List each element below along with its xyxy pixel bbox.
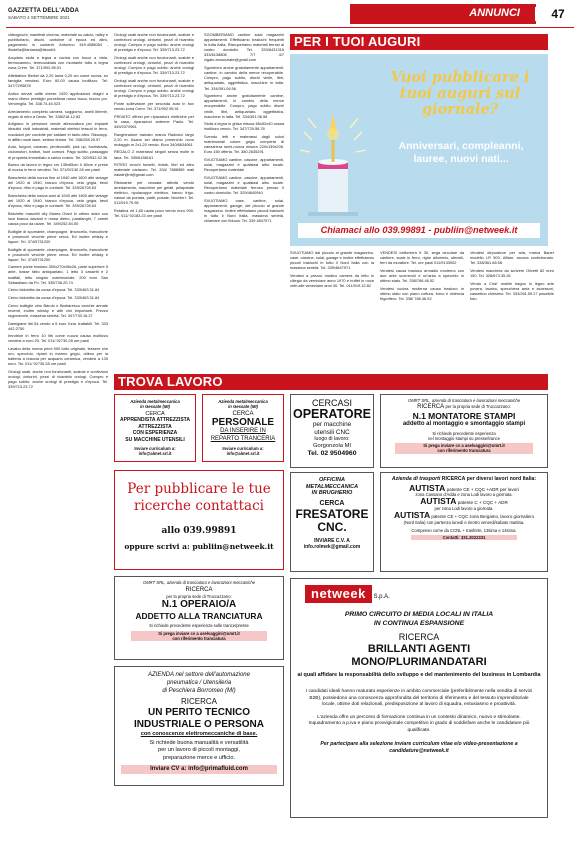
classifieds-column-5: [380, 250, 464, 370]
ad-email: Per partecipare alla selezione inviare curriculum vitae e/o video-presentazione a candidature@netweek.it: [320, 740, 518, 754]
classified-ad: Orologi usati anche non funzionanti, scatole e confezioni orologi, cinturini, pezzi di ricambio orologi. Compro e pago subito: anche orologi di prestigio e d'epoca. Tel. 339/713.23.72: [114, 32, 194, 53]
ad-line: ai quali affidare la responsabilità dello sviluppo e del mantenimento del business in Lombardia: [297, 672, 541, 678]
masthead: [8, 8, 79, 20]
classified-ad: Vendesi causa trasloco armadio moderno con due ante scorrevoli e un'anta a specchio in ottimo stato. Tel. 338/766.46.52: [380, 267, 464, 284]
netweek-brand: [305, 585, 547, 603]
ad-line: UN PERITO TECNICO: [147, 707, 251, 719]
ad-line: per macchine: [312, 421, 352, 428]
classifieds-column-6: [470, 250, 554, 370]
ad-line: AUTISTA: [393, 510, 431, 521]
job-ad-attrezzista: [114, 394, 196, 462]
ad-line: per la propria sede di Truccazzano:: [445, 404, 511, 410]
classified-ad: SVUOTIAMO cantine, cascine, appartamenti, solai, magazzini e qualsiasi altro locale. Recuperiamo materiale: [204, 157, 284, 173]
classified-ad: SGOMBERIAMO cantine solai magazzini appartamenti. Effettuiamo traslochi frequenti in tutta Italia. Riscuperiamo materiali ferrosi al vostro domicilio Tel. 333/6431316 333/6138806 7/7 4/7 vigato.annunziate@gmail.com: [204, 32, 284, 63]
classified-ad: Camere ponte fossimo 300x270x58x26, parte superiore 5 ante, basse fatto antiquariato, 1 letto 3 cassetti e 2 scaffali, letto singolo matrimoniale, 200 euro San Sebastiano da Po. Tel. 335/736.20.74: [8, 264, 108, 285]
classified-ad: Vendesi a prezzo modico camera da letto in ciliegio da verniciare anno 1970 e buffet in noce vetri alle veneziane anni 30. Tel. 011/919.12.82: [290, 272, 374, 289]
ad-line: [381, 476, 547, 483]
ad-line: AUTISTA: [409, 482, 446, 493]
ad-line: per la propria sede di Truccazzano:: [166, 594, 232, 600]
job-ad-netweek-agenti: [290, 578, 548, 818]
ad-email: info@almet.srl.it: [226, 451, 260, 457]
ad-paragraph: L'azienda offre un percorso di formazione continua in un contesto dinamico, nuovo e stimolante. Inquadramento a p.iva e piano provvigionale competitivo in grado di soddisfare anche le candidature più qualificate.: [308, 714, 530, 733]
ad-line: RICERCA: [398, 632, 440, 642]
classifieds-column-1: [8, 32, 108, 832]
section-title-lavoro: TROVA LAVORO: [114, 374, 548, 390]
ad-line: CERCASI: [311, 398, 352, 408]
promo-contact: Chiamaci allo 039.99891 - publiin@netweek.it: [298, 223, 540, 238]
ad-line: Azienda metalmeccanica: [130, 399, 180, 404]
classifieds-column-4: [290, 250, 374, 370]
ad-line: luogo di lavoro:: [314, 436, 350, 443]
ad-line: Azienda di trasporti: [391, 476, 441, 482]
classified-ad: Orologi usati anche non funzionanti, scatole e confezioni orologi, cinturini, pezzi di ricambio orologi. Compro e pago subito: anche orologi di prestigio e d'epoca. Tel. 339/713.23.72: [114, 54, 194, 76]
classified-ad: Cerco bicicletta da corsa d'epoca. Tel. 333/463.31.84: [8, 295, 100, 301]
ad-line: SU MACCHINE UTENSILI: [125, 436, 185, 443]
classified-ad: SVUOTIAMO dal piccolo al grande magazzino, case, cascine, solai, garage e inoltre effettuiamo piccoli traslochi in tutto il Nord Italia con la massima serietà. Tel. 339/4847971: [290, 250, 374, 271]
classified-ad: Affettatrice Berkel da 2,20 lama 0,20 cm come nuova, ex famiglia vendesi. Euro 60,00 causa inutilizzo. Tel. 347/7295878: [8, 72, 108, 89]
classified-ad: Stufa a legna in ghisa misura 65x52x40 causa inutilizzo vendo. Tel. 347/729.58.78: [204, 121, 284, 132]
ad-line: ricerche contattaci: [134, 498, 264, 514]
ad-line: con riferimento tranciatura: [131, 636, 267, 641]
classified-ad: Ristorante per cessata attività vendo arredamento, macchine per gelati, pelapatate elettrico, ripulacoppe elettrico, banco frigo, vassoi da portata, piatti, posate, bicchieri. Tel. 011/919.79.98: [114, 180, 194, 206]
ad-line: in Gessate (MI): [140, 404, 170, 410]
classified-ad: REGALO 2 materassi singoli senza molle in lana. Tel. 339/6158161: [114, 149, 194, 160]
ad-line: nel montaggio stampi su presse/trance: [428, 435, 500, 441]
ad-line: FRESATORE: [295, 506, 369, 521]
driver-role-2: [381, 496, 547, 507]
ad-email: info@almet.srl.it: [138, 451, 172, 457]
ad-line: RICERCA: [417, 404, 444, 411]
ad-line: (Nord Italia) con partenza lunedi e rientro venerdi/sabato mattina.: [403, 519, 525, 525]
classifieds-column-3: [204, 32, 284, 372]
classified-ad: Bottiglie di spumante, champagne, limoncello, francoforte e prosecchi vecchie piene cerca. Ed inoltre whisky e liquori. Tel. 374/5731200: [8, 246, 108, 262]
ad-email: Inviare CV a: info@primafluid.com: [121, 765, 277, 774]
ad-line: Per pubblicare le tue: [127, 481, 271, 497]
ad-line: ATTREZZISTA: [138, 423, 172, 430]
ad-line: N.1 MONTATORE STAMPI: [412, 411, 516, 422]
classified-ad: Antico servizi caffe cinese 1920 applicazioni draghi a mano rilievo prestigio porcellana rosso lacca, buono prz. Veromiglia. Tel. 338.74.44.023: [8, 90, 108, 106]
classified-ad: videogiochi, manifesti cinema, materiale su calcio, ralley e pubblicitario, dischi, cartoline di epoca ed altro, pagamento in contanti. Antonino 349.4088064 - lfiodella@fantasia@tiscali.it: [8, 32, 108, 53]
classified-ad: Ponte sollevatore per seconda auto in box vendo zona Crem. Tel. 371/992.95.91: [114, 100, 194, 111]
issue-date: SABATO 4 SETTEMBRE 2021: [8, 15, 70, 20]
ad-line: in Gessate (MI): [228, 404, 258, 410]
classified-ad: Orologi usati anche non funzionanti, scatole e confezioni orologi, cinturini, pezzi di ricambio orologi. Compro e pago subito: anche orologi di prestigio e d'epoca. Tel. 339/713.23.72: [114, 77, 194, 99]
classified-ad: Imrotrice in ferro 10 litri come nuova causa inutilizzo vendesi a euro 20. Tel. 011/ 92730.28 ore pasti: [8, 333, 108, 344]
section-title-auguri: PER I TUOI AUGURI: [290, 34, 548, 50]
ad-line: Gorgonzola MI: [312, 442, 352, 449]
ad-line: AUTISTA: [420, 496, 457, 507]
ad-line: Azienda metalmeccanica: [218, 399, 268, 404]
classified-ad: Bottiglie di spumante, champagne, limoncello, francoforte e prosecchi vecchie piene cerca. Ed inoltre whisky e liquori. Tel. 374/5731200: [8, 228, 108, 244]
ad-email: oppure scrivi a: publiin@netweek.it: [124, 542, 274, 551]
ad-line: DA INSERIRE IN: [220, 428, 266, 435]
ad-line: ADDETTO ALLA TRANCIATURA: [135, 611, 263, 622]
classified-ad: Sgombero anche gratuitamente appartamenti, cantine, in cambio della merce recuperabile. Compro, pago subito, dischi vinile, libri, antiquariato, oggettistica, macchine in latta. Tel. 334/391.06.56: [204, 65, 284, 91]
netweek-logo-sub: S.p.A.: [373, 594, 390, 600]
ad-line: OFFICINA: [319, 477, 345, 483]
ad-phone: allo 039.99891: [161, 526, 237, 536]
promo-headline: Vuoi pubblicare i tuoi auguri sul giornale?: [390, 69, 530, 118]
netweek-logo: netweek: [305, 585, 372, 603]
ad-line: BRILLANTI AGENTI: [367, 643, 471, 655]
ad-line: CERCA: [145, 411, 165, 418]
ad-line: N.1 OPERAIO/A: [161, 599, 237, 611]
ad-line: METALMECCANICA: [305, 483, 359, 490]
classified-ad: Biancheria della nonna fine al 1940 altri 1600 altri vintage del 1920 al 1940, bianco d'epoca, vela grigia, beuli d'epoca, ritiro e pago in contanti. Tel. 339/26728.63: [8, 175, 108, 191]
ad-line: Compenso come da CCNL + trasferte, 13sima e 14sima.: [411, 527, 517, 533]
ad-line: IN BRUGHERIO: [311, 490, 353, 497]
job-ad-montatore-stampi: [380, 394, 548, 468]
ad-line: patente C + CQC + ADR: [457, 500, 508, 506]
classified-ad: Vendesi cucina moderna causa trasloco in ottimo stato con piano cottura, forno e videncia frigorifero. Tel. 338/ 766.46.52: [380, 285, 464, 301]
ad-phone: Tel. 02 9504960: [307, 449, 357, 457]
classified-ad: Vendesi depuratore per aria, marca Bauer modello LR 500. Affare, ancora confezionato. Tel. 338/361.66.56: [470, 250, 554, 266]
ad-line: APPRENDISTA ATTREZZISTA: [120, 417, 190, 424]
ad-line: CERCA: [232, 411, 254, 418]
section-name: ANNUNCI: [469, 7, 520, 19]
ad-phone: Contatti: 331.2022331: [411, 535, 517, 540]
ad-line: per zona Lodi lavoro a giornata.: [434, 505, 494, 511]
ad-paragraph: I candidati ideali hanno maturato esperienze in ambito commerciale (preferibilmente nella vendita di servizi B2B), possiedono una conoscenza approfondita del territorio di riferimento e del tessuto imprenditoriale locale, ottime doti relazionali, predisposizione al lavoro di squadra, entusiasmo e proattività.: [305, 689, 533, 708]
classified-ad: Auto, furgoni, caravan, pirotecnofili, pick up, fuoristrada, ciclomotori, trattori, fuori comuni. Pago subito, passaggio di proprietà immediato a carico nostro. Tel. 320/532.42.36: [8, 144, 108, 160]
ad-line: per un lavoro di piccoli montaggi,: [158, 747, 240, 754]
ad-line: INDUSTRIALE O PERSONA: [133, 719, 264, 731]
classified-ad: Acquisto stufa a legna a cucina con fuoco a vista, termocamino, termocaldaia con montante tutto a legna zona Crem. Tel. 371/592.95.91: [8, 54, 108, 71]
ad-line: [381, 404, 547, 411]
ad-line: Si richiede buona manualità e versatilità: [149, 739, 249, 746]
classified-ad: Rotativa mt 1,65 usata poco vendo euro 900. Tel. 011/ 92183.23 ore pasti: [114, 208, 194, 219]
publication-name: GAZZETTA DELL'ADDA: [8, 8, 80, 14]
classified-ad: Banco da lavoro in legno cm 135x65cm h 80cm e prese di morsa in ferro vendesi. Tel. 371/92130 28 ore pasti: [8, 162, 108, 173]
ad-line: OMRT SRL, azienda di tranciatura e lavorazioni meccaniche: [142, 580, 256, 585]
ad-line: AZIENDA nel settore dell'automazione: [148, 672, 250, 678]
ad-line: CERCA: [319, 499, 345, 507]
ad-line: Inviare curriculum a:: [134, 446, 176, 452]
ad-line: zona Cassano d'Adda e zona Lodi lavoro a giornata.: [415, 492, 513, 498]
classified-ad: PRIVATO offresi per riparazioni elettriche per la casa, riparazioni antenne Paolo. Tel. 349/2370961: [114, 113, 194, 129]
job-ad-autisti: [380, 472, 548, 572]
ad-line: CON ESPERIENZA: [132, 430, 178, 437]
classified-ad: Ranghinatore trainato marca Radovici largo 2,20 m. Asano sei diamo prmerchio nono molaggio m 2x1,20 vendo. Euro 340/6634061: [114, 131, 194, 147]
classified-ad: Damigiane litri 54 vendo a 5 euro l'una. trattabili. Tel. 333 442.2750: [8, 320, 108, 331]
ad-line: con conoscenze elettromeccaniche di base.: [140, 731, 258, 738]
job-ad-perito-tecnico: [114, 666, 284, 786]
ad-line: Si richiede precedente esperienza sulle trance/presse: [149, 623, 249, 629]
ad-line: Si richiede precedente esperienza: [432, 430, 496, 436]
classified-ad: Biancheria della nonna anni al 1940 altri 1600 altri vintage del 1920 al 1940, bianco d'epoca, vela grigia, beuli d'epoca, ritiro e pago in contanti. Tel. 339/26728.63: [8, 192, 108, 209]
page-number: 47: [536, 4, 580, 24]
ad-line: OMRT SRL, azienda di tranciatura e lavorazioni meccaniche: [407, 398, 521, 403]
auguri-promo: [290, 54, 548, 246]
ad-line: CNC.: [317, 519, 347, 534]
driver-role-3: [381, 510, 547, 521]
classified-ad: Vendo a Cine' mobile bagno in legno arte povera, lavabo, specchiera anta e accessori, cassettoo chiesimo. Tel. 333/261.59.27 possibile foto: [470, 280, 554, 301]
ad-line: MONO/PLURIMANDATARI: [351, 656, 487, 668]
classified-ad: SVUOTIAMO cantine, cascine, appartamenti, solai, magazzini e qualsiasi altro locale. Recuperiamo materiale ferroso presso il vostro domicilio. Tel. 329/4640940: [204, 174, 284, 196]
ad-line: addetto al montaggio e smontaggio stampi: [402, 421, 526, 428]
job-ad-fresatore-cnc: [290, 472, 374, 572]
classified-ad: Biciclette maschili city Marea Giant in ottimo stato con luce bianca davanti e rossa dietro, parafanghi, 7 cambi causa poco da usare. Tel. 349/252.84.50: [8, 210, 108, 226]
ad-line: PERSONALE: [211, 417, 275, 429]
section-band: [350, 4, 580, 24]
job-ad-personale-tranceria: [202, 394, 284, 462]
classified-ad: Svendo letti e materassi dagli colori matrimoniali colore grigio completa di zanzariera semi-nuova misura 220x139x206. Euro 150 offerta. Tel. 380.2635291: [204, 134, 284, 155]
classified-ad: Lavabo della nonna primi 900 tutto originale, tessere che oro, specchio, ripiani in marmo grigio, ottimo per la batteria a braccia per acquario ceramica, vendesi a 130 euro. Tel. 011/ 92730.28 ore pasti: [8, 346, 108, 367]
job-ad-operatore-cnc: [290, 394, 374, 468]
classified-ad: RITIRO vecchi fumetti, riviste, libri ed altro materiale cartaceo. Tel. 334/ 7888989 mail natale@nt@gmail.com: [114, 162, 194, 178]
birthday-cake-icon: [296, 104, 370, 224]
ad-email: info.rolmek@gmail.com: [303, 544, 361, 551]
job-ad-operaio-tranciatura: [114, 576, 284, 660]
classified-ad: Arredamento completo camera, soggiorno, anelli librerie, regalo di mtro a Desio. Tel. 338/218.12.83: [8, 108, 108, 119]
classified-ad: Artigiano in pensione vende attrezzatura per impianti idraulici civili industriali, materiali elettrici tessuti in ferro, rosolatori per cordofle per saldare in tanto altro. Rasoapp. in affitto modi laser, settore tinture. Tel. 338/258.20.57: [8, 121, 108, 142]
classified-ad: Vendesi macchina da scrivere Olivetti 82 euro 150. Tel. 328/673.35.26: [470, 267, 554, 278]
classifieds-column-2: [114, 32, 194, 367]
classified-ad: Orologi usati, anche non funzionanti, scatole e confezioni orologi, cinturini, pezzi di ricambio orologi. Compro e pago subito: anche orologi di prestigio e d'epoca. Tel. 339/713.23.72: [8, 369, 108, 390]
ad-contact-box: [114, 470, 284, 570]
ad-line: PRIMO CIRCUITO DI MEDIA LOCALI IN ITALIA: [344, 611, 494, 618]
ad-line: patente CE + CQC +ADR per lavori: [446, 486, 519, 492]
ad-line: utensili CNC: [314, 428, 350, 436]
ad-line: IN CONTINUA ESPANSIONE: [373, 619, 465, 627]
ad-line: pneumatica / Utensileria: [166, 679, 232, 686]
classified-ad: Sgombero anche gratuitamente cantine, appartamenti, in cambio della merce recuperabile. Compro, pago subito dischi vinile, libri, antiquariato, oggettistica, macchine in latta. Tel. 334/391.06.56: [204, 93, 284, 119]
ad-email: Si prega inviare cv a aselvaggini@omrt.it: [395, 443, 533, 448]
ad-line: RICERCA: [180, 697, 217, 707]
ad-line: patente CE + CQC zona Bergamo, lavoro giornaliero: [431, 514, 535, 520]
ad-line: con riferimento tranciatura: [395, 448, 533, 453]
ad-line: RICERCA per diversi lavori nord Italia:: [441, 476, 537, 482]
classified-ad: Cerco bottiglie vino Barolo e Barbaresco vecchie annate recenti, inoltre whisky e altri vini importanti. Prezzo ragionevole, massima serietà. Tel. 347/733.16.27: [8, 302, 108, 318]
ad-email: Si prega inviare cv a aselvaggini@omrt.it: [131, 631, 267, 636]
ad-line: REPARTO TRANCERIA: [210, 435, 276, 442]
ad-line: OPERATORE: [292, 407, 372, 421]
header-rule: [6, 27, 574, 28]
classified-ad: VENDESI bettoniera lt 30, sega circolare da cantiere, scale in ferro, righe alluminio, utensili, ferri da muratore. Tel. ore pasti 011/9133902: [380, 250, 464, 266]
classified-ad: SVUOTIAMO case, cantine, solai, appartamenti, garage, del piccolo al grande magazzino. Inoltre effettuiamo piccoli traslochi in tutto il Nord Italia, massima serietà, chiamare con fiducia. Tel. 339 4847971: [204, 197, 284, 224]
ad-line: preparazione merce e ufficio.: [162, 754, 236, 761]
ad-line: Inviare curriculum a:: [222, 446, 264, 452]
driver-role-1: [381, 482, 547, 493]
ad-line: INVIARE C.V. A: [314, 537, 350, 544]
classified-ad: Cerco bicicletta da corsa d'epoca. Tel. 333/463.31.84: [8, 287, 100, 293]
promo-subtitle: Anniversari, compleanni, lauree, nuovi nati...: [398, 140, 524, 165]
ad-line: di Peschiera Borromeo (MI): [162, 687, 236, 694]
ad-line: RICERCA: [185, 587, 213, 594]
